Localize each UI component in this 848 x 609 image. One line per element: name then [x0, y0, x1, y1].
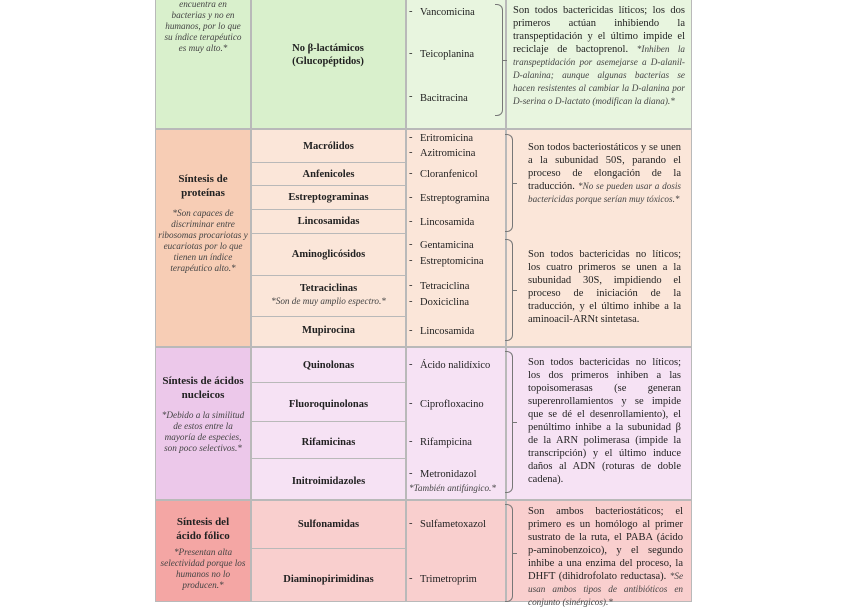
cell-wall-note: encuentra en bacterias y no en humanos, por lo que su índice terapéutico es muy alto.* — [164, 0, 242, 53]
drug-gentamicina: Gentamicina — [420, 240, 474, 251]
family-anfenicoles: Anfenicoles — [302, 169, 355, 180]
nucleic-description: Son todos bactericidas no líticos; los dos primeros inhiben a las topoisomerasas (se generan superenrollamientos y se impide que se dé el desenrollamiento), el penúltimo inhibe a la subunidad β de la ARN polimerasa (impide la transcripción) y el último induce daños al ADN (roturas de doble cadena). — [528, 357, 681, 485]
folic-family-cell — [251, 500, 406, 602]
family-rifamicinas: Rifamicinas — [301, 437, 356, 448]
nucleic-title: Síntesis de ácidos nucleicos — [162, 375, 244, 401]
drug-doxiciclina: Doxiciclina — [420, 297, 469, 308]
drug-eritromicina: Eritromicina — [420, 133, 474, 144]
glycopeptides-family: No β-lactámicos (Glucopéptidos) — [292, 43, 364, 67]
family-quinolonas: Quinolonas — [302, 360, 355, 371]
cell-wall-drug-cell — [406, 0, 506, 129]
drug-ciprofloxacino: Ciprofloxacino — [420, 399, 484, 410]
family-lincosamidas: Lincosamidas — [297, 216, 360, 227]
drug-sulfametoxazol: Sulfametoxazol — [420, 519, 486, 530]
family-aminoglicosidos: Aminoglicósidos — [291, 249, 366, 260]
drug-trimetroprim: Trimetroprim — [420, 574, 477, 585]
folic-title: Síntesis del ácido fólico — [176, 516, 230, 542]
protein-description-1: Son todos bacteriostáticos y se unen a la subunidad 50S, parando el proceso de elongación de la traducción. *No se pueden usar a dosis bactericidas porque serían muy tóxicos.* — [528, 142, 681, 204]
family-macrolidos: Macrólidos — [303, 141, 354, 152]
tetraciclinas-note: *Son de muy amplio espectro.* — [271, 296, 386, 306]
family-sulfonamidas: Sulfonamidas — [297, 519, 360, 530]
drug-azitromicina: Azitromicina — [420, 148, 476, 159]
protein-note: *Son capaces de discriminar entre ribosomas procariotas y eucariotas por lo que tienen un índice terapéutico alto.* — [158, 208, 248, 273]
drug-tetraciclina: Tetraciclina — [420, 281, 470, 292]
family-initroimidazoles: Initroimidazoles — [291, 476, 366, 487]
family-diaminopirimidinas: Diaminopirimidinas — [283, 574, 374, 585]
drug-estreptomicina: Estreptomicina — [420, 256, 484, 267]
drug-acido-nalidixico: Ácido nalidíxico — [420, 360, 491, 371]
cell-wall-description: Son todos bactericidas líticos; los dos primeros actúan inhibiendo la transpeptidación y el último impide el reciclaje de bactoprenol. *Inhiben la transpeptidación por asemejarse a D-alanil-D-alanina; aunque algunas bacterias se hacen resistentes al cambiar la D-alanina por D-serina o D-lactato (modifican la diana).* — [513, 5, 685, 106]
drug-rifampicina: Rifampicina — [420, 437, 472, 448]
family-tetraciclinas: Tetraciclinas — [299, 283, 358, 294]
folic-note: *Presentan alta selectividad porque los humanos no lo producen.* — [160, 547, 246, 590]
family-mupirocina: Mupirocina — [302, 325, 355, 336]
family-estreptograminas: Estreptograminas — [288, 192, 369, 203]
protein-description-2: Son todos bactericidas no líticos; los cuatro primeros se unen a la subunidad 30S, impidiendo el proceso de iniciación de la traducción, y el último inhibe a la aminoacil-ARNt sintetasa. — [528, 249, 681, 325]
nucleic-note: *Debido a la similitud de estos entre la mayoría de especies, son poco selectivos.* — [161, 410, 245, 453]
folic-description: Son ambos bacteriostáticos; el primero es un homólogo al primer sustrato de la ruta, el PABA (ácido p-aminobenzoico), y el segundo inhibe a una enzima del proceso, la DHFT (dihidrofolato reductasa). *Se usan ambos tipos de antibióticos en conjunto (sinérgicos).* — [528, 506, 684, 607]
drug-lincosamida-2: Lincosamida — [420, 326, 475, 337]
protein-drug-cell — [406, 129, 506, 347]
antibiotics-table: encuentra en bacterias y no en humanos, por lo que su índice terapéutico es muy alto.* No β-lactámicos (Glucopéptidos) - Vancomicina - Teicoplanina - Bacitracina Son todos bactericidas líticos; los dos primeros actúan inhibiendo la transpeptidación y el último impide el reciclaje de bactoprenol. *Inhiben la transpeptidación por asemejarse a D-alanil-D-alanina; aunque algunas bacterias se hacen resistentes al cambiar la D-alanina por D-serina o D-lactato (modifican la diana).* Síntesis de proteínas *Son capaces de discriminar entre ribosomas procariotas y eucariotas por lo que tienen un índice terapéutico alto.* Macrólidos Anfenicoles Estreptograminas Lincosamidas Aminoglicósidos Tetraciclinas *Son de muy amplio espectro.* Mupirocina - Eritromicina - Azitromicina - Cloranfenicol - Estreptogramina - Lincosamida - Gentamicina - Estreptomicina - Tetraciclina - Doxiciclina - Lincosamida Son todos bacteriostáticos y se unen a la subunidad 50S, parando el proceso de elongación de la traducción. *No se pueden usar a dosis bactericidas porque serían muy tóxicos.* Son todos bactericidas no líticos; los cuatro primeros se unen a la subunidad 30S, impidiendo el proceso de iniciación de la traducción, y el último inhibe a la aminoacil-ARNt sintetasa. Síntesis de ácidos nucleicos *Debido a la similitud de estos entre la mayoría de especies, son poco selectivos.* Quinolonas Fluoroquinolonas Rifamicinas Initroimidazoles - Ácido nalidíxico - Ciprofloxacino - Rifampicina - Metronidazol *También antifúngico.* Son todos bactericidas no líticos; los dos primeros inhiben a las topoisomerasas (se generan superenrollamientos y se impide que se dé el desenrollamiento), el penúltimo inhibe a la subunidad β de la ARN polimerasa (impide la transcripción) y el último induce daños al ADN (roturas de doble cadena). Síntesis del ácido fólico *Presentan alta selectividad porque los humanos no lo producen.* Sulfonamidas Diaminopirimidinas - Sulfametoxazol - Trimetroprim Son ambos bacteriostáticos; el primero es un homólogo al primer sustrato de la ruta, el PABA (ácido p-aminobenzoico), y el segundo inhibe a una enzima del proceso, la DHFT (dihidrofolato reductasa). *Se usan ambos tipos de antibióticos en conjunto (sinérgicos).* — [155, 0, 692, 602]
drug-teicoplanina: Teicoplanina — [420, 49, 475, 60]
family-fluoroquinolonas: Fluoroquinolonas — [288, 399, 369, 410]
protein-title: Síntesis de proteínas — [178, 173, 228, 199]
drug-vancomicina: Vancomicina — [420, 7, 475, 18]
metronidazol-note: *También antifúngico.* — [409, 483, 496, 493]
drug-estreptogramina: Estreptogramina — [420, 193, 490, 204]
folic-drug-cell — [406, 500, 506, 602]
drug-lincosamida: Lincosamida — [420, 217, 475, 228]
drug-cloranfenicol: Cloranfenicol — [420, 169, 478, 180]
drug-metronidazol: Metronidazol — [420, 469, 477, 480]
drug-bacitracina: Bacitracina — [420, 93, 468, 104]
